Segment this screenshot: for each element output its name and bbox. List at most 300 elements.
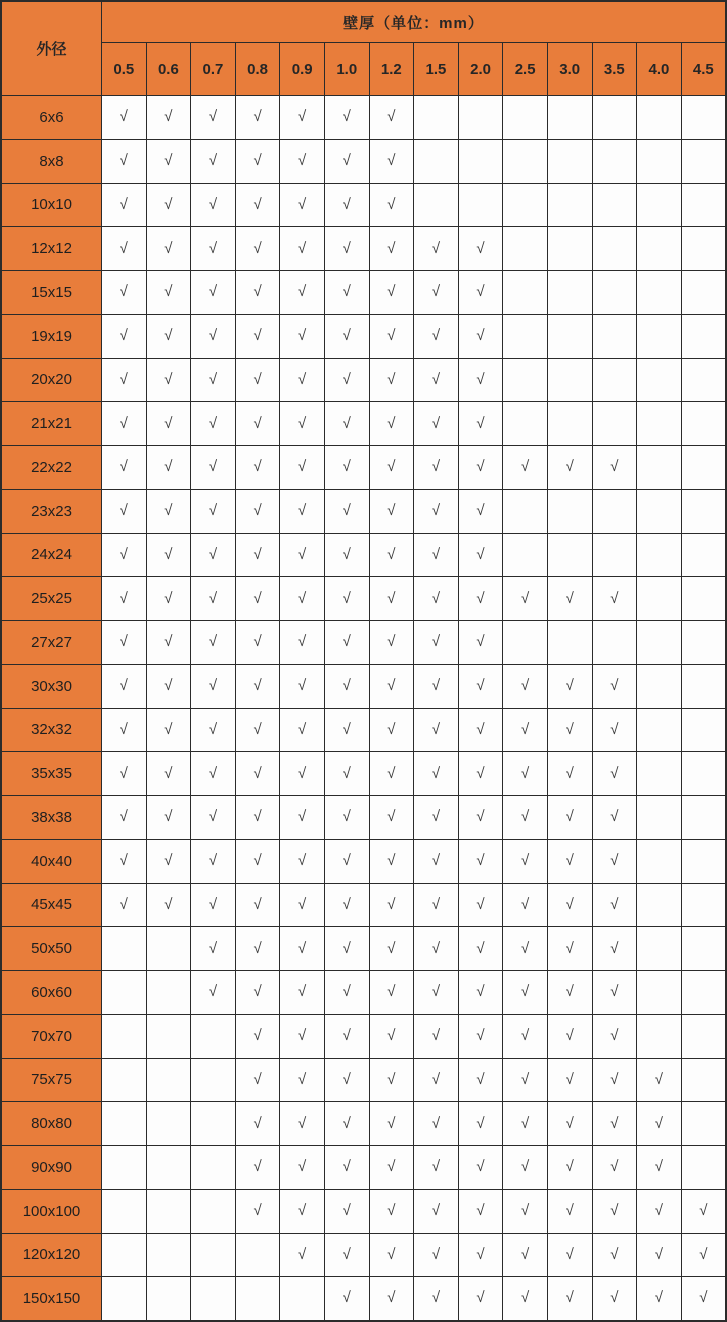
check-mark-icon: √ xyxy=(208,152,218,170)
check-mark-icon: √ xyxy=(164,327,173,345)
table-row xyxy=(1,1189,726,1233)
check-cell xyxy=(146,577,191,621)
check-mark-icon: √ xyxy=(298,1158,307,1176)
check-mark-icon: √ xyxy=(521,1289,530,1307)
check-cell xyxy=(102,1146,147,1190)
check-mark-icon: √ xyxy=(521,677,530,695)
check-cell xyxy=(503,1102,548,1146)
check-mark-icon: √ xyxy=(164,108,173,126)
check-cell xyxy=(280,796,325,840)
check-cell xyxy=(191,1058,236,1102)
table-row xyxy=(1,796,726,840)
check-cell xyxy=(280,271,325,315)
check-cell xyxy=(681,271,726,315)
check-mark-icon: √ xyxy=(253,983,262,1001)
check-cell xyxy=(369,927,414,971)
check-cell xyxy=(369,1277,414,1321)
check-mark-icon: √ xyxy=(565,720,574,738)
check-cell xyxy=(547,446,592,490)
check-mark-icon: √ xyxy=(387,239,396,257)
check-cell xyxy=(324,1277,369,1321)
check-mark-icon: √ xyxy=(610,1070,619,1088)
check-mark-icon: √ xyxy=(208,939,218,957)
check-mark-icon: √ xyxy=(342,108,351,126)
check-cell xyxy=(458,1189,503,1233)
check-mark-icon: √ xyxy=(610,939,619,957)
check-cell xyxy=(681,1102,726,1146)
outer-diameter-header: 外径 xyxy=(1,1,102,96)
check-mark-icon: √ xyxy=(431,808,441,826)
table-row xyxy=(1,1233,726,1277)
size-row-header: 32x32 xyxy=(1,708,102,752)
check-cell xyxy=(503,664,548,708)
check-mark-icon: √ xyxy=(208,764,218,782)
check-cell xyxy=(637,927,682,971)
check-mark-icon: √ xyxy=(387,677,396,695)
check-mark-icon: √ xyxy=(476,1245,485,1263)
thickness-col-header: 0.7 xyxy=(191,43,236,96)
check-cell xyxy=(681,971,726,1015)
size-row-header: 40x40 xyxy=(1,839,102,883)
check-mark-icon: √ xyxy=(387,545,396,563)
check-mark-icon: √ xyxy=(476,589,485,607)
check-cell xyxy=(592,489,637,533)
check-cell xyxy=(324,358,369,402)
check-mark-icon: √ xyxy=(521,1027,530,1045)
check-cell xyxy=(547,358,592,402)
check-mark-icon: √ xyxy=(387,939,396,957)
check-cell xyxy=(102,664,147,708)
check-cell xyxy=(637,664,682,708)
check-cell xyxy=(637,971,682,1015)
check-cell xyxy=(191,1189,236,1233)
check-mark-icon: √ xyxy=(253,502,262,520)
check-mark-icon: √ xyxy=(164,239,173,257)
check-cell xyxy=(458,358,503,402)
check-cell xyxy=(324,796,369,840)
check-mark-icon: √ xyxy=(298,1070,307,1088)
check-mark-icon: √ xyxy=(208,895,218,913)
check-cell xyxy=(592,227,637,271)
check-mark-icon: √ xyxy=(164,720,173,738)
check-cell xyxy=(547,927,592,971)
check-cell xyxy=(592,1058,637,1102)
check-mark-icon: √ xyxy=(431,720,441,738)
check-cell xyxy=(592,927,637,971)
check-cell xyxy=(592,577,637,621)
check-cell xyxy=(280,314,325,358)
check-cell xyxy=(503,971,548,1015)
check-mark-icon: √ xyxy=(654,1245,664,1263)
check-mark-icon: √ xyxy=(164,633,173,651)
check-mark-icon: √ xyxy=(208,108,218,126)
check-cell xyxy=(503,1014,548,1058)
size-row-header: 23x23 xyxy=(1,489,102,533)
check-cell xyxy=(592,533,637,577)
size-row-header: 75x75 xyxy=(1,1058,102,1102)
check-cell xyxy=(146,1277,191,1321)
check-mark-icon: √ xyxy=(253,677,262,695)
check-mark-icon: √ xyxy=(654,1114,664,1132)
check-cell xyxy=(324,1189,369,1233)
check-cell xyxy=(592,839,637,883)
check-mark-icon: √ xyxy=(431,1114,441,1132)
check-cell xyxy=(102,927,147,971)
size-row-header: 150x150 xyxy=(1,1277,102,1321)
check-cell xyxy=(547,314,592,358)
check-cell xyxy=(458,621,503,665)
check-cell xyxy=(592,883,637,927)
check-mark-icon: √ xyxy=(298,195,307,213)
check-mark-icon: √ xyxy=(342,677,351,695)
check-cell xyxy=(369,533,414,577)
check-mark-icon: √ xyxy=(521,895,530,913)
check-cell xyxy=(637,1189,682,1233)
check-cell xyxy=(592,358,637,402)
check-cell xyxy=(637,577,682,621)
check-cell xyxy=(369,1233,414,1277)
check-cell xyxy=(280,927,325,971)
check-cell xyxy=(146,533,191,577)
check-cell xyxy=(146,1102,191,1146)
check-cell xyxy=(102,577,147,621)
check-cell xyxy=(637,796,682,840)
check-mark-icon: √ xyxy=(387,589,396,607)
check-mark-icon: √ xyxy=(521,1114,530,1132)
check-cell xyxy=(637,227,682,271)
check-cell xyxy=(146,271,191,315)
check-mark-icon: √ xyxy=(476,458,485,476)
check-mark-icon: √ xyxy=(565,1202,574,1220)
check-mark-icon: √ xyxy=(253,239,262,257)
check-cell xyxy=(102,1014,147,1058)
check-cell xyxy=(458,533,503,577)
check-cell xyxy=(146,971,191,1015)
check-cell xyxy=(324,183,369,227)
check-mark-icon: √ xyxy=(565,1245,574,1263)
check-cell xyxy=(681,927,726,971)
check-cell xyxy=(458,927,503,971)
check-cell xyxy=(102,314,147,358)
check-cell xyxy=(235,489,280,533)
check-cell xyxy=(369,1102,414,1146)
check-cell xyxy=(324,1233,369,1277)
size-row-header: 22x22 xyxy=(1,446,102,490)
check-cell xyxy=(369,358,414,402)
check-cell xyxy=(547,1058,592,1102)
check-mark-icon: √ xyxy=(119,327,128,345)
check-mark-icon: √ xyxy=(119,895,128,913)
size-row-header: 25x25 xyxy=(1,577,102,621)
size-row-header: 19x19 xyxy=(1,314,102,358)
check-cell xyxy=(235,402,280,446)
table-row xyxy=(1,883,726,927)
check-cell xyxy=(503,446,548,490)
check-cell xyxy=(324,1014,369,1058)
check-mark-icon: √ xyxy=(565,808,574,826)
check-cell xyxy=(547,402,592,446)
check-cell xyxy=(592,1233,637,1277)
check-mark-icon: √ xyxy=(208,677,218,695)
check-cell xyxy=(592,1146,637,1190)
table-row xyxy=(1,271,726,315)
check-mark-icon: √ xyxy=(253,633,262,651)
check-cell xyxy=(637,271,682,315)
check-mark-icon: √ xyxy=(298,327,307,345)
check-mark-icon: √ xyxy=(298,895,307,913)
check-cell xyxy=(146,183,191,227)
check-cell xyxy=(414,489,459,533)
check-mark-icon: √ xyxy=(253,108,262,126)
check-mark-icon: √ xyxy=(565,1289,574,1307)
check-cell xyxy=(191,664,236,708)
check-cell xyxy=(280,1277,325,1321)
check-cell xyxy=(547,489,592,533)
check-cell xyxy=(191,402,236,446)
table-row xyxy=(1,708,726,752)
check-cell xyxy=(280,402,325,446)
check-cell xyxy=(102,1189,147,1233)
check-mark-icon: √ xyxy=(342,720,351,738)
check-mark-icon: √ xyxy=(119,458,128,476)
check-cell xyxy=(414,183,459,227)
check-cell xyxy=(414,227,459,271)
check-mark-icon: √ xyxy=(431,545,441,563)
table-row xyxy=(1,489,726,533)
check-cell xyxy=(235,446,280,490)
check-cell xyxy=(146,446,191,490)
check-cell xyxy=(146,883,191,927)
check-cell xyxy=(681,1189,726,1233)
check-mark-icon: √ xyxy=(565,1114,574,1132)
size-row-header: 35x35 xyxy=(1,752,102,796)
check-cell xyxy=(414,533,459,577)
check-mark-icon: √ xyxy=(342,1027,351,1045)
check-cell xyxy=(369,1146,414,1190)
check-mark-icon: √ xyxy=(610,1245,619,1263)
table-row xyxy=(1,1014,726,1058)
check-mark-icon: √ xyxy=(476,239,485,257)
check-mark-icon: √ xyxy=(342,589,351,607)
check-cell xyxy=(235,227,280,271)
check-mark-icon: √ xyxy=(164,370,173,388)
check-cell xyxy=(681,314,726,358)
check-cell xyxy=(235,971,280,1015)
check-mark-icon: √ xyxy=(298,677,307,695)
size-row-header: 90x90 xyxy=(1,1146,102,1190)
size-row-header: 8x8 xyxy=(1,139,102,183)
check-mark-icon: √ xyxy=(253,1027,262,1045)
check-cell xyxy=(102,883,147,927)
check-cell xyxy=(369,621,414,665)
thickness-col-header: 4.5 xyxy=(681,43,726,96)
check-mark-icon: √ xyxy=(387,458,396,476)
check-cell xyxy=(547,227,592,271)
check-cell xyxy=(235,1277,280,1321)
size-row-header: 6x6 xyxy=(1,96,102,140)
check-cell xyxy=(235,96,280,140)
table-row xyxy=(1,446,726,490)
check-mark-icon: √ xyxy=(208,458,218,476)
check-cell xyxy=(146,96,191,140)
check-cell xyxy=(547,971,592,1015)
check-cell xyxy=(280,1189,325,1233)
check-cell xyxy=(324,664,369,708)
check-cell xyxy=(280,489,325,533)
check-mark-icon: √ xyxy=(298,414,307,432)
check-cell xyxy=(280,883,325,927)
check-cell xyxy=(681,752,726,796)
check-mark-icon: √ xyxy=(164,852,173,870)
check-mark-icon: √ xyxy=(342,983,351,1001)
check-mark-icon: √ xyxy=(476,808,485,826)
check-mark-icon: √ xyxy=(476,939,485,957)
check-cell xyxy=(146,314,191,358)
check-cell xyxy=(503,1146,548,1190)
check-mark-icon: √ xyxy=(476,983,485,1001)
check-cell xyxy=(681,1233,726,1277)
check-cell xyxy=(102,402,147,446)
check-cell xyxy=(324,752,369,796)
check-cell xyxy=(547,271,592,315)
check-mark-icon: √ xyxy=(164,502,173,520)
check-mark-icon: √ xyxy=(298,983,307,1001)
check-mark-icon: √ xyxy=(253,414,262,432)
check-cell xyxy=(369,1058,414,1102)
check-cell xyxy=(235,1058,280,1102)
check-cell xyxy=(547,1233,592,1277)
check-cell xyxy=(414,1233,459,1277)
check-cell xyxy=(637,752,682,796)
check-mark-icon: √ xyxy=(565,983,574,1001)
check-mark-icon: √ xyxy=(476,764,485,782)
check-mark-icon: √ xyxy=(387,370,396,388)
check-cell xyxy=(503,577,548,621)
check-cell xyxy=(324,1058,369,1102)
size-row-header: 24x24 xyxy=(1,533,102,577)
check-mark-icon: √ xyxy=(164,764,173,782)
check-cell xyxy=(637,402,682,446)
check-cell xyxy=(146,1189,191,1233)
check-mark-icon: √ xyxy=(253,152,262,170)
check-cell xyxy=(547,1277,592,1321)
size-row-header: 38x38 xyxy=(1,796,102,840)
check-mark-icon: √ xyxy=(298,852,307,870)
table-header xyxy=(1,1,726,96)
table-row xyxy=(1,664,726,708)
size-row-header: 15x15 xyxy=(1,271,102,315)
check-mark-icon: √ xyxy=(298,720,307,738)
check-cell xyxy=(414,1277,459,1321)
check-mark-icon: √ xyxy=(208,589,218,607)
check-cell xyxy=(102,1102,147,1146)
check-mark-icon: √ xyxy=(298,1114,307,1132)
check-cell xyxy=(458,227,503,271)
check-cell xyxy=(681,1058,726,1102)
table-row xyxy=(1,971,726,1015)
check-mark-icon: √ xyxy=(342,852,351,870)
check-cell xyxy=(191,839,236,883)
thickness-col-header: 2.0 xyxy=(458,43,503,96)
check-cell xyxy=(592,139,637,183)
check-mark-icon: √ xyxy=(699,1202,708,1220)
check-cell xyxy=(503,96,548,140)
check-mark-icon: √ xyxy=(610,1289,619,1307)
check-mark-icon: √ xyxy=(610,720,619,738)
check-mark-icon: √ xyxy=(610,677,619,695)
check-mark-icon: √ xyxy=(208,283,218,301)
check-cell xyxy=(458,796,503,840)
check-cell xyxy=(681,883,726,927)
check-cell xyxy=(280,752,325,796)
check-mark-icon: √ xyxy=(298,108,307,126)
size-row-header: 80x80 xyxy=(1,1102,102,1146)
check-cell xyxy=(547,796,592,840)
check-cell xyxy=(414,314,459,358)
check-cell xyxy=(547,621,592,665)
check-cell xyxy=(681,708,726,752)
check-cell xyxy=(280,839,325,883)
check-cell xyxy=(235,533,280,577)
check-cell xyxy=(102,96,147,140)
check-mark-icon: √ xyxy=(387,414,396,432)
check-mark-icon: √ xyxy=(654,1289,664,1307)
check-cell xyxy=(681,489,726,533)
check-mark-icon: √ xyxy=(476,852,485,870)
check-mark-icon: √ xyxy=(253,370,262,388)
thickness-col-header: 0.6 xyxy=(146,43,191,96)
check-cell xyxy=(547,1189,592,1233)
check-cell xyxy=(414,358,459,402)
check-mark-icon: √ xyxy=(253,1070,262,1088)
size-row-header: 21x21 xyxy=(1,402,102,446)
table-row xyxy=(1,227,726,271)
check-cell xyxy=(324,271,369,315)
check-mark-icon: √ xyxy=(521,764,530,782)
check-cell xyxy=(503,402,548,446)
check-cell xyxy=(280,1058,325,1102)
size-row-header: 50x50 xyxy=(1,927,102,971)
table-row xyxy=(1,1146,726,1190)
check-cell xyxy=(414,752,459,796)
check-cell xyxy=(414,927,459,971)
check-mark-icon: √ xyxy=(164,195,173,213)
check-cell xyxy=(637,1233,682,1277)
check-mark-icon: √ xyxy=(298,239,307,257)
check-mark-icon: √ xyxy=(342,1289,351,1307)
check-mark-icon: √ xyxy=(298,1202,307,1220)
check-mark-icon: √ xyxy=(476,502,485,520)
check-mark-icon: √ xyxy=(119,677,128,695)
check-mark-icon: √ xyxy=(298,458,307,476)
check-cell xyxy=(547,752,592,796)
check-cell xyxy=(191,927,236,971)
check-mark-icon: √ xyxy=(119,808,128,826)
check-cell xyxy=(369,446,414,490)
check-cell xyxy=(503,621,548,665)
check-mark-icon: √ xyxy=(565,1027,574,1045)
check-cell xyxy=(547,1014,592,1058)
check-mark-icon: √ xyxy=(521,720,530,738)
check-mark-icon: √ xyxy=(164,895,173,913)
check-mark-icon: √ xyxy=(431,370,441,388)
check-cell xyxy=(324,839,369,883)
check-cell xyxy=(681,533,726,577)
check-mark-icon: √ xyxy=(387,1202,396,1220)
check-mark-icon: √ xyxy=(298,939,307,957)
check-cell xyxy=(592,621,637,665)
check-mark-icon: √ xyxy=(565,1158,574,1176)
